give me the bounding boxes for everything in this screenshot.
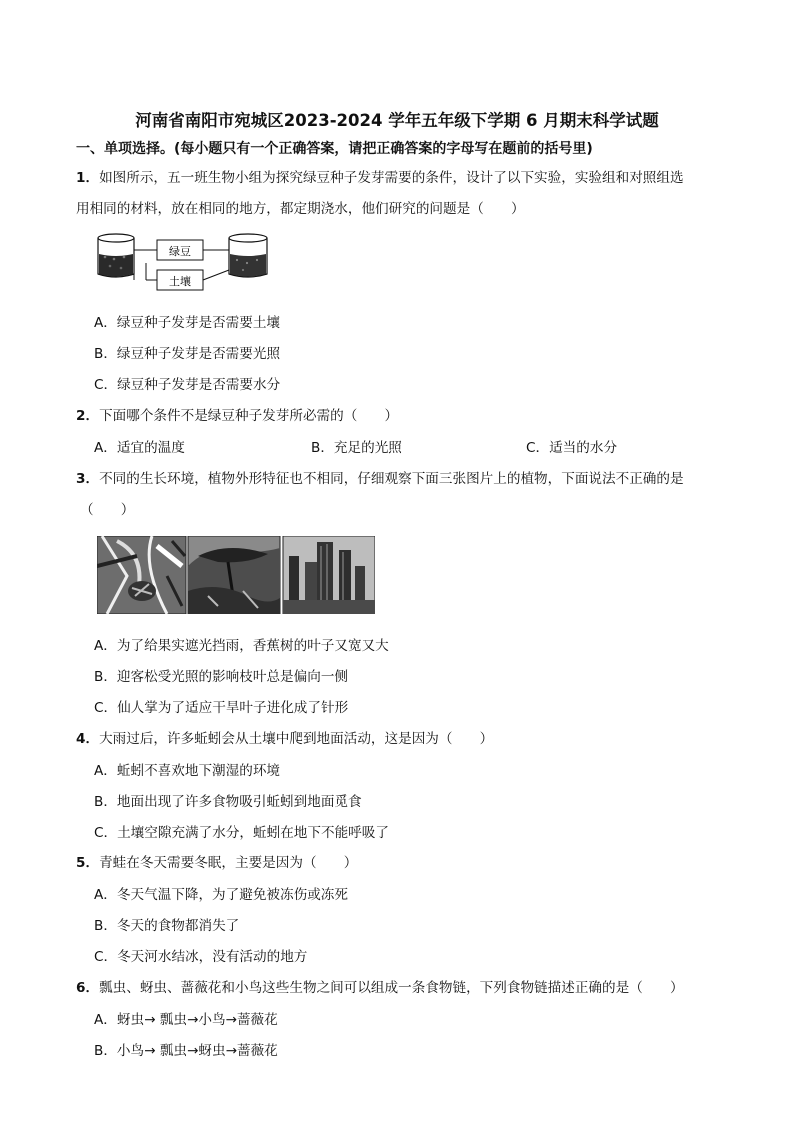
pine-tree-image xyxy=(188,536,280,614)
option-b: B．充足的光照 xyxy=(311,440,402,456)
question-2 xyxy=(76,404,398,424)
question-4 xyxy=(76,727,493,747)
figure-label-soil: 土壤 xyxy=(169,275,191,288)
question-number: 2． xyxy=(76,408,100,424)
option-c: C．冬天河水结冰，没有活动的地方 xyxy=(94,949,308,965)
option-a: A．适宜的温度 xyxy=(94,440,185,456)
option-a: A．蚯蚓不喜欢地下潮湿的环境 xyxy=(94,763,281,779)
option-a: A．为了给果实遮光挡雨，香蕉树的叶子又宽又大 xyxy=(94,638,389,654)
option-a: A．蚜虫→ 瓢虫→小鸟→蔷薇花 xyxy=(94,1012,278,1028)
option-c: C．适当的水分 xyxy=(526,440,618,456)
question-text: 大雨过后，许多蚯蚓会从土壤中爬到地面活动，这是因为（ ） xyxy=(99,731,494,747)
option-c: C．绿豆种子发芽是否需要水分 xyxy=(94,377,281,393)
figure-label-mungbean: 绿豆 xyxy=(169,245,191,258)
banana-tree-image xyxy=(97,536,186,614)
question-text: 瓢虫、蚜虫、蔷薇花和小鸟这些生物之间可以组成一条食物链，下列食物链描述正确的是（ ） xyxy=(99,980,684,996)
beaker-left xyxy=(98,234,134,277)
question-text: 不同的生长环境，植物外形特征也不相同，仔细观察下面三张图片上的植物，下面说法不正确的是 xyxy=(99,471,684,487)
question-text: 下面哪个条件不是绿豆种子发芽所必需的（ ） xyxy=(99,408,399,424)
question-6 xyxy=(76,976,684,996)
question-text: 如图所示，五一班生物小组为探究绿豆种子发芽需要的条件，设计了以下实验，实验组和对照组选 xyxy=(99,170,684,186)
option-b: B．地面出现了许多食物吸引蚯蚓到地面觅食 xyxy=(94,794,362,810)
question-1-line2: 用相同的材料，放在相同的地方，都定期浇水，他们研究的问题是（ ） xyxy=(76,201,525,217)
page-title: 河南省南阳市宛城区2023-2024 学年五年级下学期 6 月期末科学试题 xyxy=(135,111,659,130)
question-5 xyxy=(76,851,357,871)
cactus-image xyxy=(283,536,375,614)
option-a: A．绿豆种子发芽是否需要土壤 xyxy=(94,315,281,331)
question-1 xyxy=(76,166,684,186)
option-b: B．迎客松受光照的影响枝叶总是偏向一侧 xyxy=(94,669,349,685)
question-number: 4． xyxy=(76,731,100,747)
question-number: 5． xyxy=(76,855,100,871)
option-c: C．土壤空隙充满了水分，蚯蚓在地下不能呼吸了 xyxy=(94,825,389,841)
option-a: A．冬天气温下降，为了避免被冻伤或冻死 xyxy=(94,887,348,903)
question-number: 3． xyxy=(76,471,100,487)
option-b: B．小鸟→ 瓢虫→蚜虫→蔷薇花 xyxy=(94,1043,278,1059)
question-number: 6． xyxy=(76,980,100,996)
option-c: C．仙人掌为了适应干旱叶子进化成了针形 xyxy=(94,700,349,716)
experiment-figure xyxy=(96,230,276,296)
option-b: B．绿豆种子发芽是否需要光照 xyxy=(94,346,281,362)
plant-photos xyxy=(97,536,375,614)
question-3 xyxy=(76,467,684,487)
question-3-line2: （ ） xyxy=(80,502,135,518)
option-b: B．冬天的食物都消失了 xyxy=(94,918,240,934)
beaker-right xyxy=(229,234,267,277)
question-text: 青蛙在冬天需要冬眠，主要是因为（ ） xyxy=(99,855,358,871)
question-number: 1． xyxy=(76,170,100,186)
section-heading: 一、单项选择。(每小题只有一个正确答案，请把正确答案的字母写在题前的括号里) xyxy=(76,141,593,157)
